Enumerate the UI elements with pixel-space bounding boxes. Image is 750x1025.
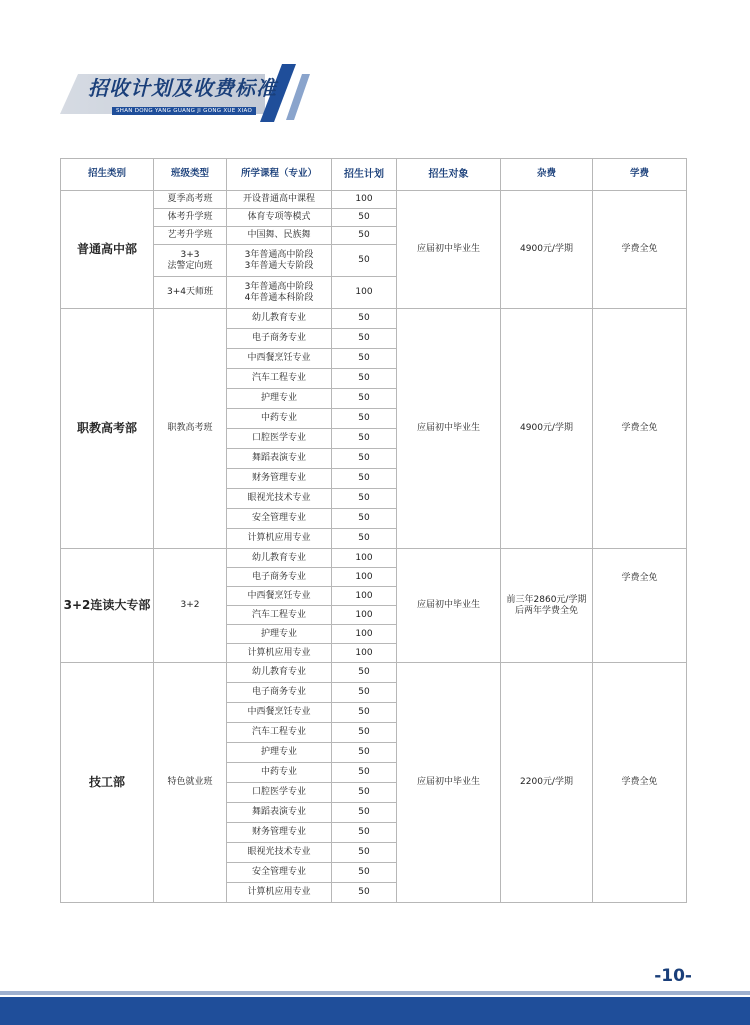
plan-cell: 100 xyxy=(332,587,397,606)
course-cell: 护理专业 xyxy=(227,625,332,644)
plan-cell: 50 xyxy=(332,429,397,449)
course-cell: 舞蹈表演专业 xyxy=(227,449,332,469)
course-cell: 幼儿教育专业 xyxy=(227,309,332,329)
plan-cell: 50 xyxy=(332,369,397,389)
enrollment-table xyxy=(60,158,687,903)
fee-cell: 4900元/学期 xyxy=(501,191,593,309)
plan-cell: 50 xyxy=(332,329,397,349)
course-cell: 3年普通高中阶段 4年普通本科阶段 xyxy=(227,277,332,309)
class-cell: 艺考升学班 xyxy=(154,227,227,245)
course-cell: 中药专业 xyxy=(227,763,332,783)
plan-cell: 100 xyxy=(332,191,397,209)
category-cell: 职教高考部 xyxy=(61,309,154,549)
course-cell: 中西餐烹饪专业 xyxy=(227,587,332,606)
plan-cell: 50 xyxy=(332,409,397,429)
footer-stripe-light xyxy=(0,991,750,995)
plan-cell: 100 xyxy=(332,644,397,663)
plan-cell: 50 xyxy=(332,509,397,529)
col-header-fee: 杂费 xyxy=(501,159,593,191)
class-cell: 3+4天师班 xyxy=(154,277,227,309)
course-cell: 汽车工程专业 xyxy=(227,606,332,625)
course-cell: 眼视光技术专业 xyxy=(227,489,332,509)
class-cell: 3+3 法警定向班 xyxy=(154,245,227,277)
course-cell: 财务管理专业 xyxy=(227,469,332,489)
course-cell: 幼儿教育专业 xyxy=(227,549,332,568)
plan-cell: 50 xyxy=(332,349,397,369)
table-row xyxy=(61,663,687,683)
class-cell: 职教高考班 xyxy=(154,309,227,549)
course-cell: 安全管理专业 xyxy=(227,863,332,883)
table-header-row xyxy=(61,159,687,191)
plan-cell: 100 xyxy=(332,549,397,568)
col-header-plan: 招生计划 xyxy=(332,159,397,191)
course-cell: 电子商务专业 xyxy=(227,329,332,349)
col-header-tuition: 学费 xyxy=(593,159,687,191)
class-cell: 体考升学班 xyxy=(154,209,227,227)
header-stripe-light xyxy=(286,74,310,120)
category-cell: 普通高中部 xyxy=(61,191,154,309)
target-cell: 应届初中毕业生 xyxy=(397,549,501,663)
fee-cell: 前三年2860元/学期 后两年学费全免 xyxy=(501,549,593,663)
plan-cell: 50 xyxy=(332,529,397,549)
course-cell: 舞蹈表演专业 xyxy=(227,803,332,823)
plan-cell: 50 xyxy=(332,309,397,329)
plan-cell: 50 xyxy=(332,469,397,489)
plan-cell: 50 xyxy=(332,763,397,783)
plan-cell: 50 xyxy=(332,883,397,903)
course-cell: 护理专业 xyxy=(227,389,332,409)
class-cell: 特色就业班 xyxy=(154,663,227,903)
section-header xyxy=(60,64,320,128)
course-cell: 财务管理专业 xyxy=(227,823,332,843)
footer-stripe-dark xyxy=(0,997,750,1025)
target-cell: 应届初中毕业生 xyxy=(397,309,501,549)
plan-cell: 100 xyxy=(332,568,397,587)
plan-cell: 50 xyxy=(332,843,397,863)
col-header-class: 班级类型 xyxy=(154,159,227,191)
plan-cell: 100 xyxy=(332,277,397,309)
tuition-cell: 学费全免 xyxy=(593,549,687,663)
page-number: -10- xyxy=(654,966,692,986)
plan-cell: 50 xyxy=(332,723,397,743)
course-cell: 中药专业 xyxy=(227,409,332,429)
target-cell: 应届初中毕业生 xyxy=(397,191,501,309)
course-cell: 3年普通高中阶段 3年普通大专阶段 xyxy=(227,245,332,277)
course-cell: 中西餐烹饪专业 xyxy=(227,703,332,723)
plan-cell: 50 xyxy=(332,783,397,803)
course-cell: 护理专业 xyxy=(227,743,332,763)
page-title: 招收计划及收费标准 xyxy=(88,76,277,100)
tuition-cell: 学费全免 xyxy=(593,663,687,903)
course-cell: 眼视光技术专业 xyxy=(227,843,332,863)
plan-cell: 50 xyxy=(332,803,397,823)
plan-cell: 50 xyxy=(332,389,397,409)
plan-cell: 50 xyxy=(332,703,397,723)
plan-cell: 50 xyxy=(332,209,397,227)
course-cell: 汽车工程专业 xyxy=(227,369,332,389)
table-row xyxy=(61,549,687,568)
plan-cell: 50 xyxy=(332,823,397,843)
tuition-cell: 学费全免 xyxy=(593,309,687,549)
course-cell: 电子商务专业 xyxy=(227,568,332,587)
plan-cell: 50 xyxy=(332,743,397,763)
target-cell: 应届初中毕业生 xyxy=(397,663,501,903)
plan-cell: 100 xyxy=(332,606,397,625)
course-cell: 计算机应用专业 xyxy=(227,883,332,903)
course-cell: 中国舞、民族舞 xyxy=(227,227,332,245)
plan-cell: 50 xyxy=(332,245,397,277)
category-cell: 技工部 xyxy=(61,663,154,903)
plan-cell: 50 xyxy=(332,449,397,469)
class-cell: 3+2 xyxy=(154,549,227,663)
plan-cell: 50 xyxy=(332,863,397,883)
table-row xyxy=(61,191,687,209)
page-subtitle: SHAN DONG YANG GUANG JI GONG XUE XIAO xyxy=(112,107,256,115)
course-cell: 计算机应用专业 xyxy=(227,644,332,663)
course-cell: 体育专项等模式 xyxy=(227,209,332,227)
course-cell: 安全管理专业 xyxy=(227,509,332,529)
col-header-category: 招生类别 xyxy=(61,159,154,191)
class-cell: 夏季高考班 xyxy=(154,191,227,209)
course-cell: 中西餐烹饪专业 xyxy=(227,349,332,369)
fee-cell: 4900元/学期 xyxy=(501,309,593,549)
plan-cell: 50 xyxy=(332,683,397,703)
table-row xyxy=(61,309,687,329)
plan-cell: 100 xyxy=(332,625,397,644)
course-cell: 开设普通高中课程 xyxy=(227,191,332,209)
col-header-course: 所学课程（专业） xyxy=(227,159,332,191)
plan-cell: 50 xyxy=(332,227,397,245)
course-cell: 计算机应用专业 xyxy=(227,529,332,549)
course-cell: 口腔医学专业 xyxy=(227,429,332,449)
course-cell: 幼儿教育专业 xyxy=(227,663,332,683)
plan-cell: 50 xyxy=(332,663,397,683)
col-header-target: 招生对象 xyxy=(397,159,501,191)
fee-cell: 2200元/学期 xyxy=(501,663,593,903)
plan-cell: 50 xyxy=(332,489,397,509)
course-cell: 口腔医学专业 xyxy=(227,783,332,803)
course-cell: 汽车工程专业 xyxy=(227,723,332,743)
tuition-cell: 学费全免 xyxy=(593,191,687,309)
category-cell: 3+2连读大专部 xyxy=(61,549,154,663)
course-cell: 电子商务专业 xyxy=(227,683,332,703)
